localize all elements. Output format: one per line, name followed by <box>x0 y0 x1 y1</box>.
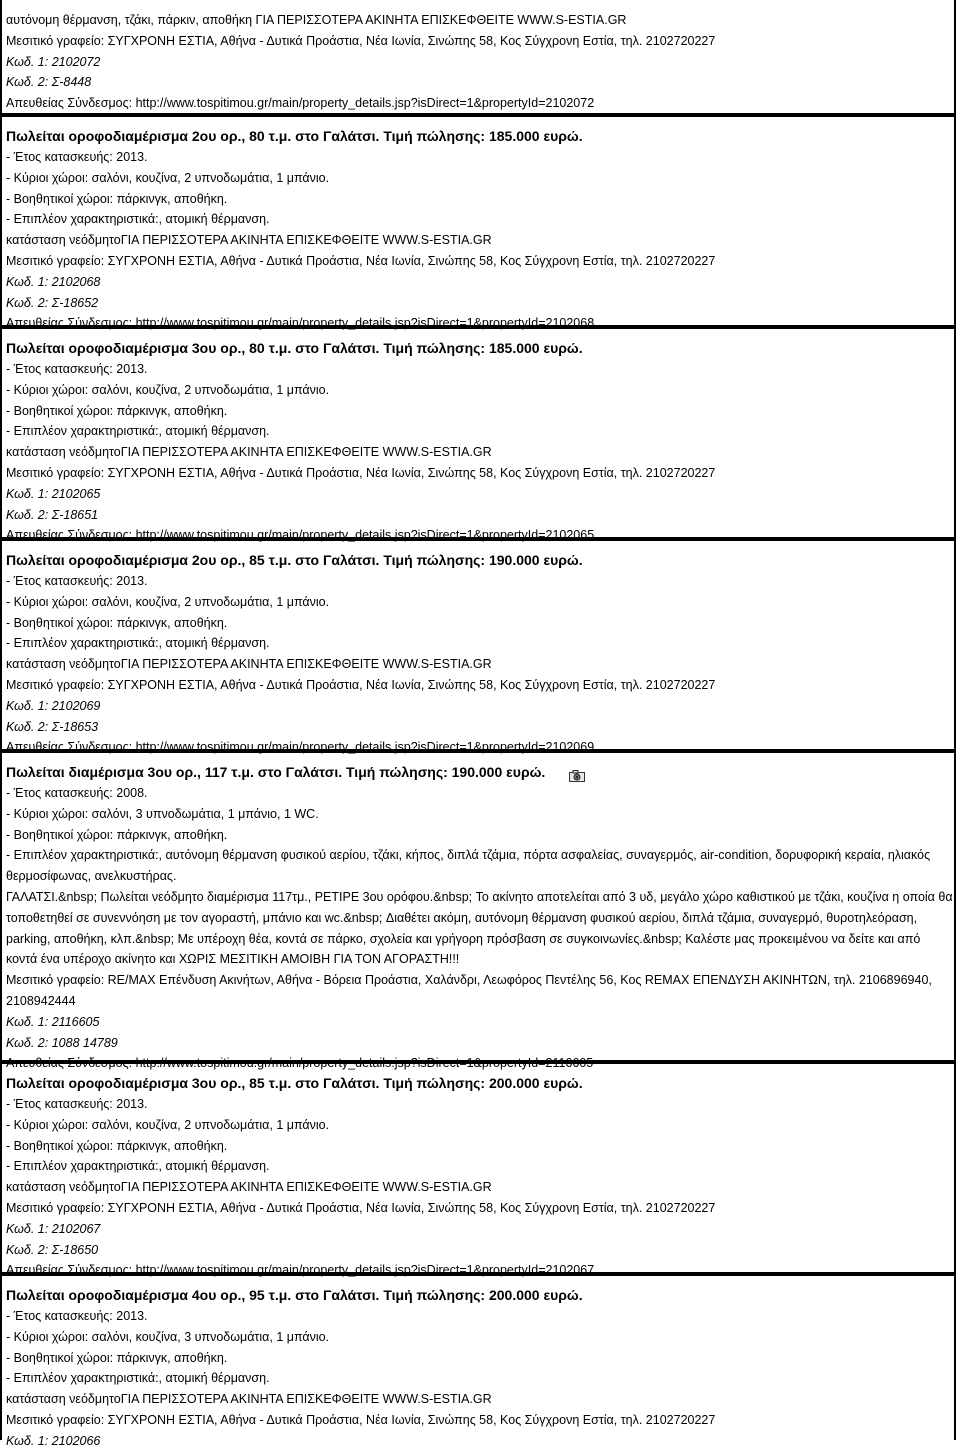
detail-line: - Επιπλέον χαρακτηριστικά:, ατομική θέρμανση. <box>6 636 270 651</box>
text-line: αυτόνομη θέρμανση, τζάκι, πάρκιν, αποθήκη ΓΙΑ ΠΕΡΙΣΣΟΤΕΡΑ ΑΚΙΝΗΤΑ ΕΠΙΣΚΕΦΘΕΙΤΕ WWW.S-ESTIA.GR <box>6 13 627 27</box>
code-2: Κωδ. 2: Σ-18651 <box>6 507 99 522</box>
agency-line: Μεσιτικό γραφείο: ΣΥΓΧΡΟΝΗ ΕΣΤΙΑ, Αθήνα - Δυτικά Προάστια, Νέα Ιωνία, Σινώπης 58, Κος Σύγχρονη Εστία, τηλ. 2102720227 <box>6 33 716 48</box>
direct-link[interactable]: Απευθείας Σύνδεσμος: http://www.tospitimou.gr/main/property_details.jsp?isDirect=1&propertyId=2102069 <box>6 740 595 755</box>
detail-line: κατάσταση νεόδμητοΓΙΑ ΠΕΡΙΣΣΟΤΕΡΑ ΑΚΙΝΗΤΑ ΕΠΙΣΚΕΦΘΕΙΤΕ WWW.S-ESTIA.GR <box>6 1180 492 1195</box>
detail-line: - Έτος κατασκευής: 2013. <box>6 1097 148 1111</box>
direct-link[interactable]: Απευθείας Σύνδεσμος: http://www.tospitimou.gr/main/property_details.jsp?isDirect=1&propertyId=2102065 <box>6 528 595 543</box>
listing-title <box>6 549 954 571</box>
detail-line: - Κύριοι χώροι: σαλόνι, κουζίνα, 2 υπνοδωμάτια, 1 μπάνιο. <box>6 170 330 185</box>
detail-line: - Έτος κατασκευής: 2013. <box>6 574 148 588</box>
detail-line: - Επιπλέον χαρακτηριστικά:, ατομική θέρμανση. <box>6 1159 270 1174</box>
agency-line: Μεσιτικό γραφείο: ΣΥΓΧΡΟΝΗ ΕΣΤΙΑ, Αθήνα - Δυτικά Προάστια, Νέα Ιωνία, Σινώπης 58, Κος Σύγχρονη Εστία, τηλ. 2102720227 <box>6 253 716 268</box>
listing-title-text: Πωλείται οροφοδιαμέρισμα 4ου ορ., 95 τ.μ. στο Γαλάτσι. Τιμή πώλησης: 200.000 ευρώ. <box>6 1287 583 1303</box>
agency-line: Μεσιτικό γραφείο: ΣΥΓΧΡΟΝΗ ΕΣΤΙΑ, Αθήνα - Δυτικά Προάστια, Νέα Ιωνία, Σινώπης 58, Κος Σύγχρονη Εστία, τηλ. 2102720227 <box>6 1200 716 1215</box>
code-1: Κωδ. 1: 2102068 <box>6 274 101 289</box>
detail-line: - Επιπλέον χαρακτηριστικά:, ατομική θέρμανση. <box>6 1371 270 1386</box>
detail-line: - Έτος κατασκευής: 2008. <box>6 786 148 800</box>
listing-title <box>6 1072 954 1094</box>
listing-title <box>6 761 954 783</box>
detail-line: - Βοηθητικοί χώροι: πάρκινγκ, αποθήκη. <box>6 403 228 418</box>
direct-link[interactable]: Απευθείας Σύνδεσμος: http://www.tospitimou.gr/main/property_details.jsp?isDirect=1&propertyId=2102067 <box>6 1263 595 1278</box>
code-2: Κωδ. 2: Σ-8448 <box>6 75 92 90</box>
agency-line: Μεσιτικό γραφείο: RE/MAX Επένδυση Ακινήτων, Αθήνα - Βόρεια Προάστια, Χαλάνδρι, Λεωφόρος Πεντέλης 56, Κος REMAX ΕΠΕΝΔΥΣΗ ΑΚΙΝΗΤΩΝ, τηλ. 2106896940, 2108942444 <box>6 973 932 1008</box>
listing-block <box>0 751 956 1071</box>
agency-line: Μεσιτικό γραφείο: ΣΥΓΧΡΟΝΗ ΕΣΤΙΑ, Αθήνα - Δυτικά Προάστια, Νέα Ιωνία, Σινώπης 58, Κος Σύγχρονη Εστία, τηλ. 2102720227 <box>6 1412 716 1427</box>
code-1: Κωδ. 1: 2102069 <box>6 698 101 713</box>
listing-block <box>0 115 956 331</box>
direct-link[interactable]: Απευθείας Σύνδεσμος: http://www.tospitimou.gr/main/property_details.jsp?isDirect=1&propertyId=2102072 <box>6 96 595 111</box>
detail-line: κατάσταση νεόδμητοΓΙΑ ΠΕΡΙΣΣΟΤΕΡΑ ΑΚΙΝΗΤΑ ΕΠΙΣΚΕΦΘΕΙΤΕ WWW.S-ESTIA.GR <box>6 657 492 672</box>
detail-line: - Έτος κατασκευής: 2013. <box>6 1309 148 1323</box>
detail-line: - Κύριοι χώροι: σαλόνι, κουζίνα, 2 υπνοδωμάτια, 1 μπάνιο. <box>6 382 330 397</box>
detail-line: κατάσταση νεόδμητοΓΙΑ ΠΕΡΙΣΣΟΤΕΡΑ ΑΚΙΝΗΤΑ ΕΠΙΣΚΕΦΘΕΙΤΕ WWW.S-ESTIA.GR <box>6 1392 492 1407</box>
listing-title-text: Πωλείται οροφοδιαμέρισμα 3ου ορ., 80 τ.μ. στο Γαλάτσι. Τιμή πώλησης: 185.000 ευρώ. <box>6 340 583 356</box>
detail-line: - Έτος κατασκευής: 2013. <box>6 362 148 376</box>
detail-line: - Βοηθητικοί χώροι: πάρκινγκ, αποθήκη. <box>6 615 228 630</box>
detail-line: - Κύριοι χώροι: σαλόνι, κουζίνα, 2 υπνοδωμάτια, 1 μπάνιο. <box>6 1117 330 1132</box>
listing-title <box>6 337 954 359</box>
detail-line: - Κύριοι χώροι: σαλόνι, 3 υπνοδωμάτια, 1 μπάνιο, 1 WC. <box>6 806 319 821</box>
listing-block <box>0 539 956 755</box>
listing-title-text: Πωλείται οροφοδιαμέρισμα 3ου ορ., 85 τ.μ. στο Γαλάτσι. Τιμή πώλησης: 200.000 ευρώ. <box>6 1075 583 1091</box>
detail-line: - Κύριοι χώροι: σαλόνι, κουζίνα, 3 υπνοδωμάτια, 1 μπάνιο. <box>6 1329 330 1344</box>
detail-line: - Βοηθητικοί χώροι: πάρκινγκ, αποθήκη. <box>6 1350 228 1365</box>
detail-line: - Βοηθητικοί χώροι: πάρκινγκ, αποθήκη. <box>6 827 228 842</box>
code-2: Κωδ. 2: Σ-18652 <box>6 295 99 310</box>
detail-line: κατάσταση νεόδμητοΓΙΑ ΠΕΡΙΣΣΟΤΕΡΑ ΑΚΙΝΗΤΑ ΕΠΙΣΚΕΦΘΕΙΤΕ WWW.S-ESTIA.GR <box>6 445 492 460</box>
code-2: Κωδ. 2: Σ-18653 <box>6 719 99 734</box>
listing-title <box>6 1284 954 1306</box>
agency-line: Μεσιτικό γραφείο: ΣΥΓΧΡΟΝΗ ΕΣΤΙΑ, Αθήνα - Δυτικά Προάστια, Νέα Ιωνία, Σινώπης 58, Κος Σύγχρονη Εστία, τηλ. 2102720227 <box>6 677 716 692</box>
description-text: ΓΑΛΑΤΣΙ.&nbsp; Πωλείται νεόδμητο διαμέρισμα 117τμ., ΡΕΤΙΡΕ 3ου ορόφου.&nbsp; Το ακίνητο αποτελείται από 3 υδ, μεγάλο χώρο καθιστικού με τζάκι, κουζίνα η οποία θα τοποθετηθεί σε συνεννόηση με τον αγοραστή, μπάνιο και wc.&nbsp; Διαθέτει ακόμη, αυτόνομη θέρμανση φυσικού αερίου, διπλά τζάμια, συναγερμό, θυροτηλεόραση, parking, αποθήκη, κλπ.&nbsp; Με υπέροχη θέα, κοντά σε πάρκο, σχολεία και γρήγορη πρόσβαση σε συγκοινωνίες.&nbsp; Καλέστε μας προκειμένου να δείτε και από κοντά ένα υπέροχο ακίνητο και ΧΩΡΙΣ ΜΕΣΙΤΙΚΗ ΑΜΟΙΒΗ ΓΙΑ ΤΟΝ ΑΓΟΡΑΣΤΗ!!! <box>6 889 953 967</box>
listing-block <box>0 1062 956 1278</box>
detail-line: κατάσταση νεόδμητοΓΙΑ ΠΕΡΙΣΣΟΤΕΡΑ ΑΚΙΝΗΤΑ ΕΠΙΣΚΕΦΘΕΙΤΕ WWW.S-ESTIA.GR <box>6 233 492 248</box>
features-line: - Επιπλέον χαρακτηριστικά:, αυτόνομη θέρμανση φυσικού αερίου, τζάκι, κήπος, διπλά τζάμια, πόρτα ασφαλείας, συναγερμός, air-condition, δορυφορική κεραία, ηλιακός θερμοσίφωνας, ανελκυστήρας. <box>6 848 931 884</box>
detail-line: - Βοηθητικοί χώροι: πάρκινγκ, αποθήκη. <box>6 1138 228 1153</box>
detail-line: - Επιπλέον χαρακτηριστικά:, ατομική θέρμανση. <box>6 212 270 227</box>
code-2: Κωδ. 2: Σ-18650 <box>6 1242 99 1257</box>
code-1: Κωδ. 1: 2102072 <box>6 54 101 69</box>
camera-icon[interactable] <box>569 766 585 778</box>
code-2: Κωδ. 2: 1088 14789 <box>6 1035 118 1050</box>
detail-line: - Έτος κατασκευής: 2013. <box>6 150 148 164</box>
detail-line: - Βοηθητικοί χώροι: πάρκινγκ, αποθήκη. <box>6 191 228 206</box>
listing-title-text: Πωλείται διαμέρισμα 3ου ορ., 117 τ.μ. στο Γαλάτσι. Τιμή πώλησης: 190.000 ευρώ. <box>6 764 546 780</box>
direct-link[interactable]: Απευθείας Σύνδεσμος: http://www.tospitimou.gr/main/property_details.jsp?isDirect=1&propertyId=2102068 <box>6 316 595 331</box>
code-1: Κωδ. 1: 2102067 <box>6 1221 101 1236</box>
listing-block <box>0 327 956 543</box>
listing-title <box>6 125 954 147</box>
listing-block <box>0 1274 956 1448</box>
code-1: Κωδ. 1: 2102065 <box>6 486 101 501</box>
direct-link[interactable]: Απευθείας Σύνδεσμος: http://www.tospitimou.gr/main/property_details.jsp?isDirect=1&propertyId=2116605 <box>6 1056 594 1071</box>
code-1: Κωδ. 1: 2102066 <box>6 1433 101 1448</box>
agency-line: Μεσιτικό γραφείο: ΣΥΓΧΡΟΝΗ ΕΣΤΙΑ, Αθήνα - Δυτικά Προάστια, Νέα Ιωνία, Σινώπης 58, Κος Σύγχρονη Εστία, τηλ. 2102720227 <box>6 465 716 480</box>
code-1: Κωδ. 1: 2116605 <box>6 1014 100 1029</box>
detail-line: - Κύριοι χώροι: σαλόνι, κουζίνα, 2 υπνοδωμάτια, 1 μπάνιο. <box>6 594 330 609</box>
listing-title-text: Πωλείται οροφοδιαμέρισμα 2ου ορ., 85 τ.μ. στο Γαλάτσι. Τιμή πώλησης: 190.000 ευρώ. <box>6 552 583 568</box>
listing-title-text: Πωλείται οροφοδιαμέρισμα 2ου ορ., 80 τ.μ. στο Γαλάτσι. Τιμή πώλησης: 185.000 ευρώ. <box>6 128 583 144</box>
detail-line: - Επιπλέον χαρακτηριστικά:, ατομική θέρμανση. <box>6 424 270 439</box>
listing-block <box>0 0 956 115</box>
